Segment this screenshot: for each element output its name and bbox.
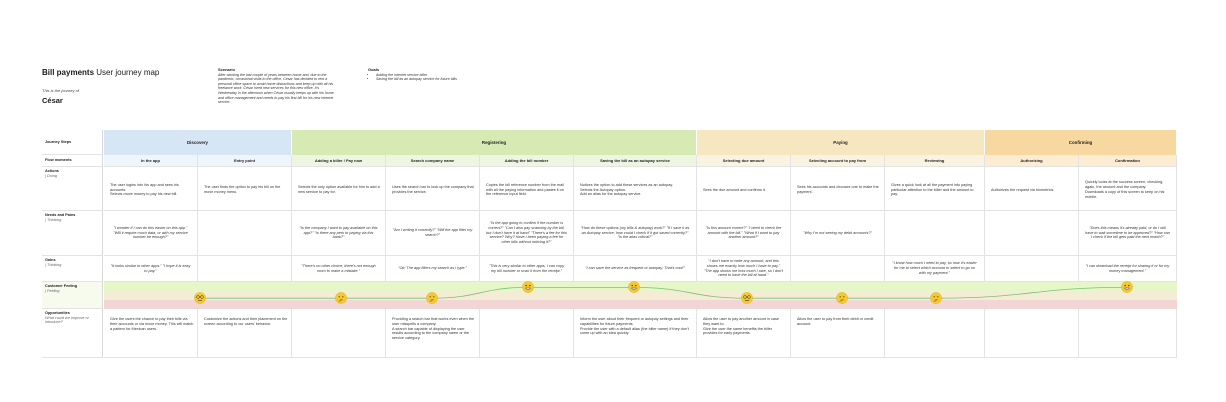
actions-list bbox=[797, 182, 884, 195]
scenario-heading: Scenario bbox=[218, 67, 235, 72]
needs-cell: "Is the app going to confirm if the number is correct?" "Can I also pay scanning by the bill, but I don't have it at hand" "There's a fee for this service? Why? Have I been paying a fee for other bills without noticing it?" bbox=[480, 211, 574, 256]
action-item: • Uses the search bar to look up the company that provides the service. bbox=[392, 185, 476, 195]
actions-list bbox=[486, 180, 573, 197]
row-label-steps bbox=[42, 130, 103, 155]
feeling-band bbox=[104, 282, 1177, 309]
feeling-zone-bad bbox=[104, 300, 1177, 309]
actions-cell bbox=[791, 167, 885, 211]
row-label-title: Gains bbox=[45, 258, 56, 262]
row-label-subtitle: | Thinking bbox=[45, 217, 62, 222]
opportunities-cell bbox=[386, 309, 480, 358]
row-label-title: Actions bbox=[45, 169, 59, 173]
opportunity-item: • Provide the user with a default alias (the biller name) if they don't come up with an idea quickly. bbox=[580, 327, 693, 337]
action-item: • Notices the option to add these services as an autopay. bbox=[580, 183, 673, 188]
needs-cell bbox=[985, 211, 1079, 256]
journey-of-label: This is the journey of bbox=[42, 88, 79, 93]
flow-moment: Selecting account to pay from bbox=[791, 155, 885, 167]
feeling-zone-good bbox=[104, 282, 1177, 291]
persona-name: César bbox=[42, 96, 63, 105]
emoji-thinking-icon bbox=[930, 292, 942, 304]
row-label-subtitle: | Doing bbox=[45, 173, 57, 178]
flow-moment: Authorizing bbox=[985, 155, 1079, 167]
action-item: • Sees the due amount and confirms it. bbox=[703, 188, 766, 193]
needs-cell bbox=[885, 211, 985, 256]
gains-cell: "Ok! The app filters my search as I type." bbox=[386, 256, 480, 282]
flow-moment: Reviewing bbox=[885, 155, 985, 167]
needs-cell: "Does this means it's already paid, or do I still have to wait sometime to be approved?" "How can I check if the bill gets paid the next month?" bbox=[1079, 211, 1177, 256]
row-label-title: Opportunities bbox=[45, 311, 70, 315]
emoji-thinking-icon bbox=[836, 292, 848, 304]
opportunities-cell bbox=[480, 309, 574, 358]
opportunities-cell bbox=[791, 309, 885, 358]
row-label-opps bbox=[42, 309, 103, 358]
gains-cell bbox=[198, 256, 292, 282]
needs-cell: "Why I'm not seeing my debit accounts?" bbox=[791, 211, 885, 256]
action-item: • Gives a quick look at all the payment info paying particular attention to the biller and the amount to pay. bbox=[891, 183, 981, 197]
action-item: • Sees his accounts and chooses one to make the payment. bbox=[797, 185, 881, 195]
action-item: • Add an alias for the autopay service. bbox=[580, 192, 673, 197]
scenario-text: After working the last couple of years between home and, due to the pandemic, occasional visits to the office, César has decided to rent a personal office space to avoid home distractions and keep up with all his freelance work. César hired new services for this new office. It's Wednesday in the afternoon when César usually keeps up with his home and office management and needs to pay his first bill for his new internet service. bbox=[218, 72, 334, 105]
actions-list bbox=[991, 185, 1057, 193]
row-label-title: Flow moments bbox=[45, 158, 72, 163]
action-item: • Selects move money to pay his new bill. bbox=[110, 192, 194, 197]
gains-cell: "This is very similar to other apps, I can copy my bill number or scan it from the receipt." bbox=[480, 256, 574, 282]
row-label-actions bbox=[42, 167, 103, 211]
flow-moment: Search company name bbox=[386, 155, 480, 167]
opportunity-item: • Allow the user to pay another amount in case they want to. bbox=[703, 317, 787, 327]
actions-cell bbox=[1079, 167, 1177, 211]
actions-list bbox=[580, 180, 676, 197]
actions-list bbox=[1085, 177, 1176, 199]
goals-block bbox=[368, 68, 498, 82]
actions-list bbox=[110, 180, 197, 197]
needs-cell bbox=[198, 211, 292, 256]
actions-list bbox=[703, 185, 769, 193]
opportunity-item: • Allow the user to pay from their debit or credit account. bbox=[797, 317, 881, 327]
actions-cell bbox=[697, 167, 791, 211]
opportunities-list bbox=[204, 309, 291, 327]
scenario-block bbox=[218, 68, 336, 105]
actions-cell bbox=[292, 167, 386, 211]
actions-cell bbox=[480, 167, 574, 211]
opportunity-item: • A search bar capable of displaying the user results according to the company name or the service category. bbox=[392, 327, 476, 341]
action-item: • Authorizes the request via biometrics. bbox=[991, 188, 1054, 193]
goal-item: • Saving the bill as an autopay service for future bills bbox=[376, 77, 498, 82]
opportunities-list bbox=[392, 309, 479, 341]
action-item: • Quickly looks at the success screen, checking, again, the amount and the company. bbox=[1085, 180, 1173, 190]
goals-heading: Goals bbox=[368, 67, 380, 72]
needs-cell: "I wonder if I can do this easier on this app." "Will it require much data, or with my service number be enough?" bbox=[104, 211, 198, 256]
opportunities-list bbox=[797, 309, 884, 327]
gains-cell: "I can download the receipt for sharing it or for my money management." bbox=[1079, 256, 1177, 282]
row-label-moments bbox=[42, 155, 103, 167]
opportunity-item: • Providing a search bar that works even when the user misspells a company. bbox=[392, 317, 476, 327]
opportunity-item: • Inform the user about their frequent or autopay settings and their capabilities for future payments. bbox=[580, 317, 693, 327]
opportunities-list bbox=[580, 309, 696, 336]
title-bold: Bill payments bbox=[42, 68, 95, 77]
opportunities-list bbox=[110, 309, 197, 331]
actions-cell bbox=[985, 167, 1079, 211]
flow-moment: Adding the bill number bbox=[480, 155, 574, 167]
row-label-feeling bbox=[42, 282, 103, 309]
needs-cell: "Is the company I want to pay available on this app?" "Is there any perk to paying via this bank?" bbox=[292, 211, 386, 256]
actions-cell bbox=[104, 167, 198, 211]
opportunities-cell bbox=[885, 309, 985, 358]
gains-cell: "I don't have to write any amount, and this shows me exactly how much I have to pay." "The app shows me how much I owe, so I don't need to have the bill at hand." bbox=[697, 256, 791, 282]
row-label-subtitle: | Thinking bbox=[45, 262, 62, 267]
gains-cell: "I can save the service as frequent or autopay. That's cool!" bbox=[574, 256, 697, 282]
gains-cell: "There's no other choice; there's not enough room to make a mistake." bbox=[292, 256, 386, 282]
opportunity-item: • Give the users the chance to pay their bills via their accounts or via move money. This will match a pattern for Mexican users. bbox=[110, 317, 194, 331]
actions-list bbox=[891, 180, 984, 197]
opportunities-cell bbox=[1079, 309, 1177, 358]
feeling-zone-neutral bbox=[104, 291, 1177, 300]
opportunities-cell bbox=[292, 309, 386, 358]
row-label-subtitle: What could we improve or introduce? bbox=[45, 315, 89, 325]
flow-moment: Adding a biller / Pay now bbox=[292, 155, 386, 167]
flow-moment: Selecting due amount bbox=[697, 155, 791, 167]
stage-discovery: Discovery bbox=[104, 130, 292, 155]
actions-list bbox=[392, 182, 479, 195]
row-label-needs bbox=[42, 211, 103, 256]
gains-cell bbox=[791, 256, 885, 282]
gains-cell: "I know how much I need to pay, so now it's easier for me to select which account to select to go on with my payment." bbox=[885, 256, 985, 282]
actions-cell bbox=[885, 167, 985, 211]
stage-paying: Paying bbox=[697, 130, 985, 155]
action-item: • Selects the Autopay option. bbox=[580, 188, 673, 193]
actions-list bbox=[204, 182, 291, 195]
opportunity-item: • Give the user the same benefits the biller provides for early payments. bbox=[703, 327, 787, 337]
opportunities-cell bbox=[574, 309, 697, 358]
row-label-title: Journey Steps bbox=[45, 139, 72, 144]
journey-board bbox=[42, 130, 1177, 358]
actions-cell bbox=[198, 167, 292, 211]
emoji-content-icon bbox=[741, 292, 753, 304]
gains-cell: "It looks similar to other apps." "I hope it is easy to pay." bbox=[104, 256, 198, 282]
map-title bbox=[42, 68, 159, 77]
gains-cell bbox=[985, 256, 1079, 282]
flow-moment: Confirmation bbox=[1079, 155, 1177, 167]
row-label-title: Customer Feeling bbox=[45, 284, 78, 288]
opportunities-list bbox=[703, 309, 790, 336]
row-label-title: Needs and Pains bbox=[45, 213, 76, 217]
row-label-gains bbox=[42, 256, 103, 282]
emoji-thinking-icon bbox=[335, 292, 347, 304]
flow-moment: Entry point bbox=[198, 155, 292, 167]
actions-cell bbox=[386, 167, 480, 211]
action-item: • Copies the bill reference number from the mail with all the paying information and pastes it on the reference input field. bbox=[486, 183, 570, 197]
emoji-content-icon bbox=[194, 292, 206, 304]
needs-cell: "How do these options (my bills & autopay) work?" "If I save it as an Autopay service, how could I check if it got saved correctly?" "Is the alias critical?" bbox=[574, 211, 697, 256]
row-label-subtitle: | Feeling bbox=[45, 288, 60, 293]
opportunities-cell bbox=[697, 309, 791, 358]
needs-cell: "Am I writing it correctly?" "Will the app filter my search?" bbox=[386, 211, 480, 256]
opportunities-cell bbox=[985, 309, 1079, 358]
opportunities-cell bbox=[198, 309, 292, 358]
opportunity-item: • Customize the actions and their placement on the screen according to our users' behavior. bbox=[204, 317, 288, 327]
action-item: • Selects the only option available for him to add a new service to pay for. bbox=[298, 185, 382, 195]
emoji-thinking-icon bbox=[426, 292, 438, 304]
action-item: • The user finds the option to pay his bill on the move money menu. bbox=[204, 185, 288, 195]
stage-registering: Registering bbox=[292, 130, 697, 155]
emoji-happy-icon bbox=[1121, 281, 1133, 293]
action-item: • The user logins into his app and sees his accounts. bbox=[110, 183, 194, 193]
emoji-happy-icon bbox=[628, 281, 640, 293]
action-item: • Downloads a copy of this screen to keep on his mobile. bbox=[1085, 190, 1173, 200]
flow-moment: In the app bbox=[104, 155, 198, 167]
opportunities-cell bbox=[104, 309, 198, 358]
title-rest: User journey map bbox=[94, 68, 160, 77]
flow-moment: Saving the bill as an autopay service bbox=[574, 155, 697, 167]
actions-cell bbox=[574, 167, 697, 211]
goal-item: • Adding the internet service biller bbox=[376, 73, 498, 78]
actions-list bbox=[298, 182, 385, 195]
emoji-happy-icon bbox=[522, 281, 534, 293]
stage-confirming: Confirming bbox=[985, 130, 1177, 155]
needs-cell: "Is this amount correct?" "I need to check the amount with the bill." "What if I want to pay another amount?" bbox=[697, 211, 791, 256]
